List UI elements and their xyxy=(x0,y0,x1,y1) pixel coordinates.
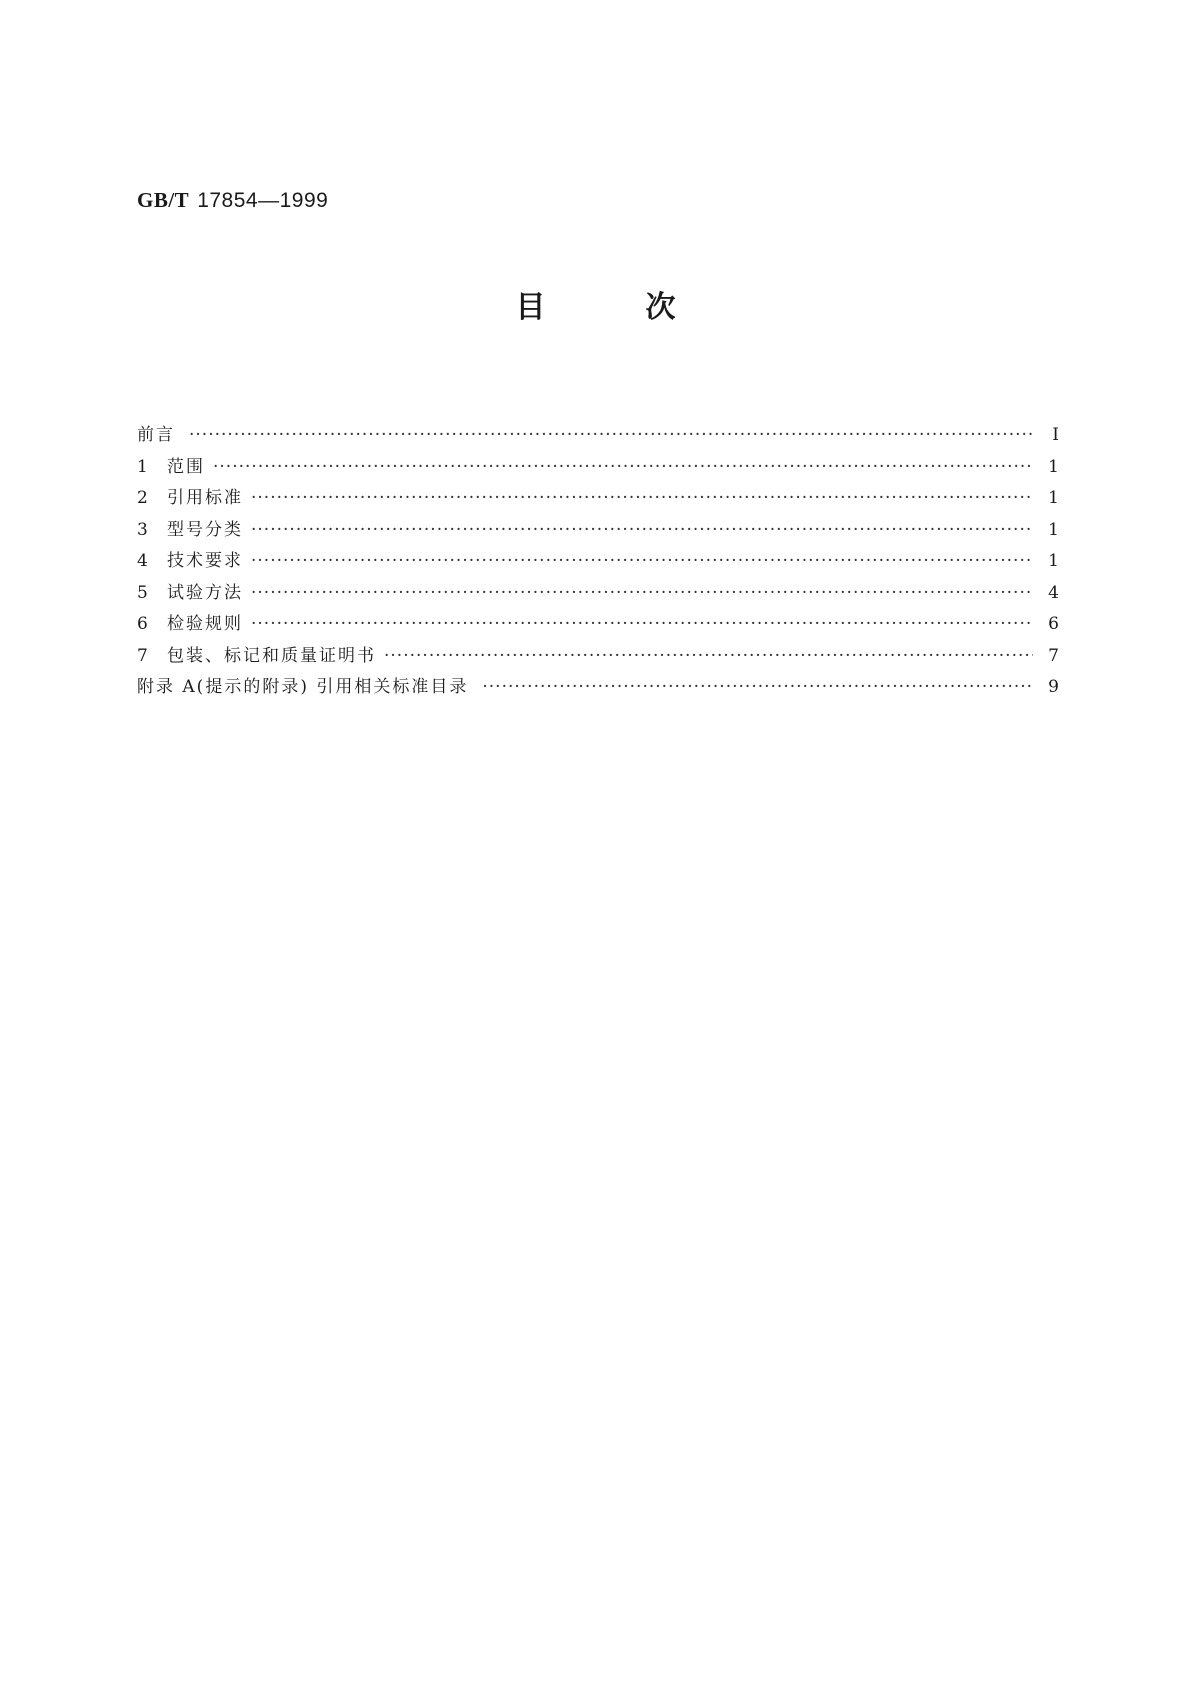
toc-entry-page: I xyxy=(1052,425,1059,445)
toc-entry-label: 前言 xyxy=(137,425,175,445)
toc-entry-6[interactable] xyxy=(137,609,1059,641)
toc-entry-appendix-a[interactable] xyxy=(137,672,1059,704)
standard-number: 17854—1999 xyxy=(197,189,329,212)
toc-leader-dots xyxy=(189,425,1033,445)
toc-entry-label: 引用标准 xyxy=(167,488,243,508)
toc-entry-3[interactable] xyxy=(137,515,1059,547)
toc-entry-label: 型号分类 xyxy=(167,519,243,540)
toc-entry-number: 3 xyxy=(137,519,148,540)
page-title xyxy=(0,282,1191,326)
toc-entry-number: 2 xyxy=(137,488,148,508)
toc-entry-page: 6 xyxy=(1048,614,1059,634)
toc-entry-number: 1 xyxy=(137,456,148,477)
toc-leader-dots xyxy=(251,488,1033,508)
toc-entry-label: 技术要求 xyxy=(167,551,243,571)
toc-leader-dots xyxy=(482,677,1033,697)
title-char-1: 目 xyxy=(515,290,546,325)
toc-entry-1[interactable] xyxy=(137,452,1059,484)
table-of-contents xyxy=(137,420,1059,704)
toc-entry-4[interactable] xyxy=(137,546,1059,578)
toc-leader-dots xyxy=(213,457,1033,477)
toc-entry-label: 附录 A(提示的附录) 引用相关标准目录 xyxy=(137,677,469,697)
toc-entry-number: 6 xyxy=(137,614,148,634)
toc-entry-label: 范围 xyxy=(167,456,205,477)
toc-leader-dots xyxy=(251,583,1033,603)
toc-leader-dots xyxy=(384,646,1033,666)
toc-entry-label: 检验规则 xyxy=(167,614,243,634)
toc-entry-foreword[interactable] xyxy=(137,420,1059,452)
toc-entry-number: 4 xyxy=(137,551,148,571)
title-char-2: 次 xyxy=(645,290,676,325)
standard-prefix: GB/T xyxy=(137,188,190,212)
toc-entry-page: 1 xyxy=(1048,488,1059,508)
toc-leader-dots xyxy=(251,614,1033,634)
toc-entry-label: 试验方法 xyxy=(167,582,243,603)
toc-entry-page: 7 xyxy=(1048,645,1059,666)
toc-entry-7[interactable] xyxy=(137,641,1059,673)
toc-entry-page: 1 xyxy=(1048,456,1059,477)
toc-entry-2[interactable] xyxy=(137,483,1059,515)
toc-entry-number: 7 xyxy=(137,645,148,666)
toc-entry-page: 4 xyxy=(1048,582,1059,603)
toc-leader-dots xyxy=(251,551,1033,571)
toc-entry-5[interactable] xyxy=(137,578,1059,610)
toc-entry-page: 9 xyxy=(1048,677,1059,697)
toc-entry-page: 1 xyxy=(1048,551,1059,571)
toc-entry-label: 包装、标记和质量证明书 xyxy=(167,645,376,666)
toc-entry-number: 5 xyxy=(137,582,148,603)
standard-code xyxy=(137,188,328,213)
toc-leader-dots xyxy=(251,520,1033,540)
toc-entry-page: 1 xyxy=(1048,519,1059,540)
